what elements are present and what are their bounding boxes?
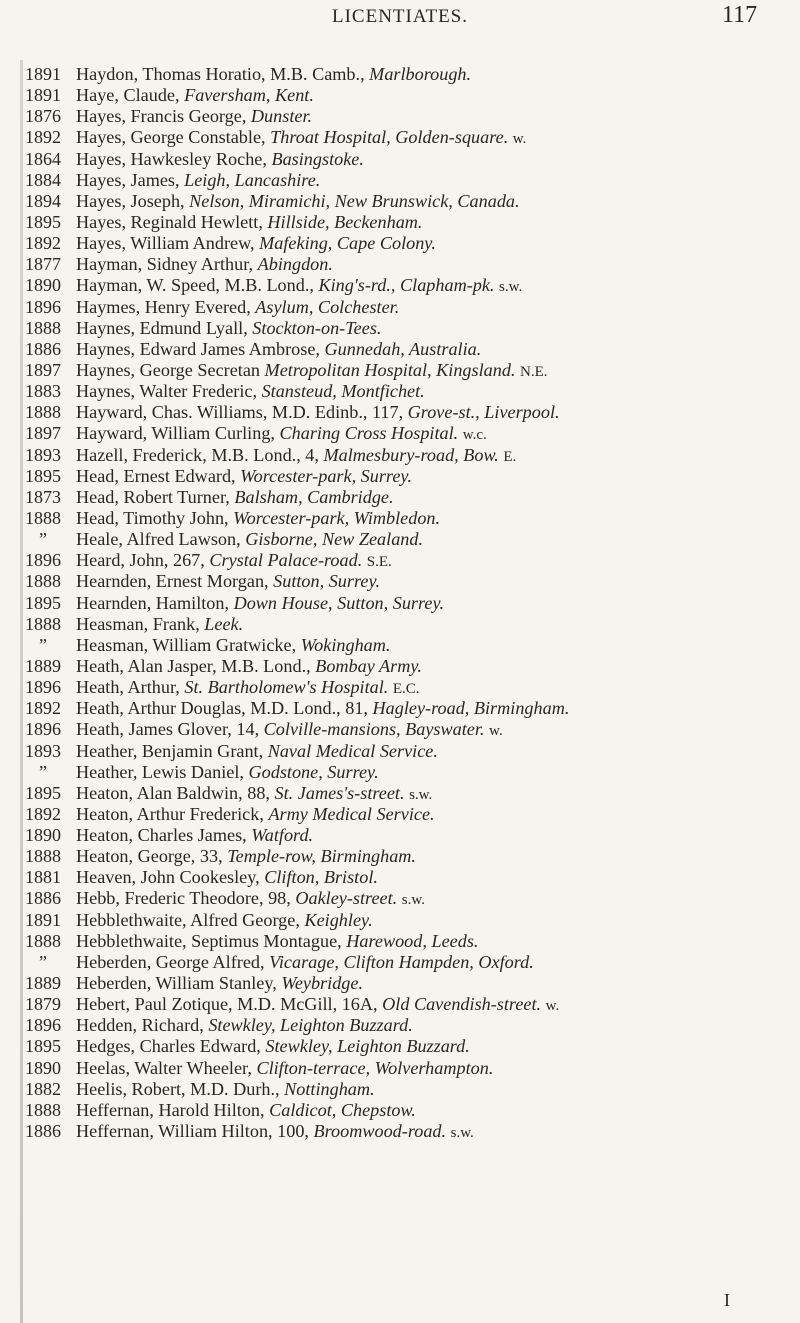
registration-year: 1879: [25, 994, 61, 1015]
entry-text: [76, 445, 516, 468]
entry-text: [76, 508, 440, 529]
practitioner-name: Heelis, Robert, M.D. Durh.,: [76, 1078, 285, 1099]
address: Caldicot, Chepstow.: [269, 1099, 416, 1120]
practitioner-name: Heelas, Walter Wheeler,: [76, 1057, 257, 1078]
practitioner-name: Hayman, Sidney Arthur,: [76, 254, 258, 275]
address: Charing Cross Hospital.: [279, 423, 459, 444]
entry-text: [76, 360, 548, 383]
list-item: [0, 85, 800, 106]
address: King's-rd., Clapham-pk.: [318, 275, 495, 296]
entry-text: [76, 487, 394, 508]
list-item: [0, 888, 800, 909]
entry-text: [76, 339, 481, 360]
list-item: [0, 1121, 800, 1142]
address: Keighley.: [304, 909, 373, 930]
postal-district: E.: [503, 448, 517, 465]
list-item: [0, 635, 800, 656]
list-item: [0, 297, 800, 318]
address: Watford.: [251, 825, 314, 846]
list-item: [0, 719, 800, 740]
list-item: [0, 275, 800, 296]
practitioner-name: Hayman, W. Speed, M.B. Lond.,: [76, 275, 319, 296]
practitioner-name: Haynes, Walter Frederic,: [76, 381, 262, 402]
practitioner-name: Hayes, James,: [76, 169, 185, 190]
entry-text: [76, 1015, 413, 1036]
address: Clifton-terrace, Wolverhampton.: [256, 1057, 494, 1078]
entries-list: [0, 64, 800, 1142]
registration-year: 1864: [25, 148, 61, 169]
practitioner-name: Heather, Benjamin Grant,: [76, 740, 268, 761]
address: Crystal Palace-road.: [209, 550, 363, 571]
registration-year: 1892: [25, 127, 61, 148]
entry-text: [76, 825, 313, 846]
list-item: [0, 170, 800, 191]
list-item: [0, 846, 800, 867]
list-item: [0, 423, 800, 444]
registration-year: 1881: [25, 867, 61, 888]
address: Dunster.: [250, 106, 313, 127]
address: Wokingham.: [300, 634, 391, 655]
registration-year: 1895: [25, 782, 61, 803]
address: Mafeking, Cape Colony.: [259, 233, 436, 254]
address: Abingdon.: [257, 254, 333, 275]
entry-text: [76, 698, 569, 719]
entry-text: [76, 64, 471, 85]
address: St. James's-street.: [274, 782, 405, 803]
registration-year: 1886: [25, 1121, 61, 1142]
list-item: [0, 487, 800, 508]
entry-text: [76, 127, 526, 150]
entry-text: [76, 973, 363, 994]
list-item: [0, 698, 800, 719]
address: St. Bartholomew's Hospital.: [184, 677, 389, 698]
entry-text: [76, 254, 333, 275]
practitioner-name: Heberden, George Alfred,: [76, 951, 270, 972]
address: Stewkley, Leighton Buzzard.: [265, 1036, 470, 1057]
practitioner-name: Hebblethwaite, Septimus Montague,: [76, 930, 347, 951]
list-item: [0, 804, 800, 825]
practitioner-name: Hayes, Joseph,: [76, 190, 190, 211]
entry-text: [76, 888, 425, 911]
registration-year: 1876: [25, 106, 61, 127]
practitioner-name: Heale, Alfred Lawson,: [76, 529, 246, 550]
registration-year: 1892: [25, 803, 61, 824]
entry-text: [76, 804, 435, 825]
entry-text: [76, 952, 534, 973]
entry-text: [76, 191, 520, 212]
entry-text: [76, 212, 422, 233]
practitioner-name: Hayward, William Curling,: [76, 423, 280, 444]
registration-year: 1888: [25, 402, 61, 423]
entry-text: [76, 149, 364, 170]
registration-year: 1892: [25, 233, 61, 254]
practitioner-name: Heberden, William Stanley,: [76, 973, 282, 994]
practitioner-name: Heaton, Charles James,: [76, 825, 252, 846]
list-item: [0, 127, 800, 148]
list-item: [0, 614, 800, 635]
list-item: [0, 677, 800, 698]
practitioner-name: Hayes, Hawkesley Roche,: [76, 148, 272, 169]
list-item: [0, 1058, 800, 1079]
list-item: [0, 381, 800, 402]
address: Stockton-on-Tees.: [252, 317, 382, 338]
entry-text: [76, 762, 379, 783]
address: Faversham, Kent.: [184, 85, 314, 106]
registration-year: 1895: [25, 211, 61, 232]
practitioner-name: Hayes, Francis George,: [76, 106, 251, 127]
registration-year: 1888: [25, 613, 61, 634]
entry-text: [76, 170, 320, 191]
registration-year: 1888: [25, 1099, 61, 1120]
entry-text: [76, 85, 314, 106]
entry-text: [76, 741, 438, 762]
address: Godstone, Surrey.: [248, 761, 379, 782]
practitioner-name: Hedden, Richard,: [76, 1015, 209, 1036]
postal-district: N.E.: [520, 363, 548, 380]
entry-text: [76, 910, 373, 931]
entry-text: [76, 656, 422, 677]
address: Basingstoke.: [271, 148, 364, 169]
registration-year: ”: [39, 951, 47, 972]
list-item: [0, 952, 800, 973]
practitioner-name: Heasman, Frank,: [76, 613, 205, 634]
registration-year: 1893: [25, 444, 61, 465]
address: Oakley-street.: [295, 888, 398, 909]
practitioner-name: Haynes, George Secretan: [76, 359, 265, 380]
address: Clifton, Bristol.: [264, 867, 378, 888]
list-item: [0, 402, 800, 423]
list-item: [0, 931, 800, 952]
practitioner-name: Heasman, William Gratwicke,: [76, 634, 301, 655]
registration-year: 1891: [25, 909, 61, 930]
list-item: [0, 571, 800, 592]
entry-text: [76, 614, 243, 635]
registration-year: 1892: [25, 698, 61, 719]
address: Bombay Army.: [315, 655, 422, 676]
entry-text: [76, 1058, 493, 1079]
practitioner-name: Heath, Arthur Douglas, M.D. Lond., 81,: [76, 698, 373, 719]
address: Nottingham.: [284, 1078, 375, 1099]
postal-district: w.: [488, 723, 503, 740]
list-item: [0, 318, 800, 339]
registration-year: 1884: [25, 169, 61, 190]
registration-year: ”: [39, 634, 47, 655]
registration-year: 1883: [25, 381, 61, 402]
practitioner-name: Hebert, Paul Zotique, M.D. McGill, 16A,: [76, 994, 383, 1015]
list-item: [0, 867, 800, 888]
practitioner-name: Hebb, Frederic Theodore, 98,: [76, 888, 296, 909]
registration-year: 1882: [25, 1078, 61, 1099]
registration-year: 1886: [25, 338, 61, 359]
entry-text: [76, 783, 432, 806]
practitioner-name: Heard, John, 267,: [76, 550, 210, 571]
entry-text: [76, 846, 416, 867]
address: Vicarage, Clifton Hampden, Oxford.: [269, 951, 534, 972]
address: Weybridge.: [281, 973, 363, 994]
postal-district: S.E.: [366, 554, 392, 571]
list-item: [0, 1036, 800, 1057]
registration-year: 1896: [25, 1015, 61, 1036]
registration-year: 1896: [25, 550, 61, 571]
address: Marlborough.: [369, 64, 472, 84]
address: Worcester-park, Surrey.: [240, 465, 413, 486]
entry-text: [76, 931, 478, 952]
practitioner-name: Hebblethwaite, Alfred George,: [76, 909, 305, 930]
entry-text: [76, 381, 425, 402]
registration-year: 1888: [25, 846, 61, 867]
list-item: [0, 149, 800, 170]
practitioner-name: Haymes, Henry Evered,: [76, 296, 256, 317]
registration-year: 1886: [25, 888, 61, 909]
address: Malmesbury-road, Bow.: [323, 444, 499, 465]
registration-year: 1893: [25, 740, 61, 761]
postal-district: s.w.: [401, 892, 425, 909]
entry-text: [76, 867, 378, 888]
registration-year: 1877: [25, 254, 61, 275]
registration-year: 1897: [25, 423, 61, 444]
address: Down House, Sutton, Surrey.: [233, 592, 445, 613]
address: Metropolitan Hospital, Kingsland.: [264, 359, 516, 380]
practitioner-name: Hayes, Reginald Hewlett,: [76, 211, 268, 232]
address: Old Cavendish-street.: [382, 994, 542, 1015]
practitioner-name: Hearnden, Hamilton,: [76, 592, 234, 613]
entry-text: [76, 571, 380, 592]
list-item: [0, 445, 800, 466]
entry-text: [76, 1121, 474, 1144]
list-item: [0, 254, 800, 275]
practitioner-name: Hedges, Charles Edward,: [76, 1036, 266, 1057]
address: Temple-row, Birmingham.: [227, 846, 416, 867]
entry-text: [76, 719, 503, 742]
practitioner-name: Hayward, Chas. Williams, M.D. Edinb., 117,: [76, 402, 408, 423]
entry-text: [76, 1036, 470, 1057]
address: Harewood, Leeds.: [346, 930, 479, 951]
registration-year: 1889: [25, 655, 61, 676]
registration-year: 1888: [25, 317, 61, 338]
address: Balsham, Cambridge.: [234, 486, 394, 507]
registration-year: 1888: [25, 930, 61, 951]
address: Leigh, Lancashire.: [184, 169, 321, 190]
practitioner-name: Hayes, George Constable,: [76, 127, 271, 148]
address: Worcester-park, Wimbledon.: [233, 507, 441, 528]
entry-text: [76, 1100, 416, 1121]
address: Stansteud, Montfichet.: [261, 381, 425, 402]
entry-text: [76, 423, 487, 446]
list-item: [0, 994, 800, 1015]
entry-text: [76, 466, 412, 487]
entry-text: [76, 106, 312, 127]
list-item: [0, 550, 800, 571]
address: Naval Medical Service.: [267, 740, 438, 761]
list-item: [0, 1015, 800, 1036]
address: Gisborne, New Zealand.: [245, 529, 424, 550]
address: Gunnedah, Australia.: [324, 338, 482, 359]
list-item: [0, 191, 800, 212]
address: Asylum, Colchester.: [255, 296, 400, 317]
registration-year: 1896: [25, 677, 61, 698]
address: Nelson, Miramichi, New Brunswick, Canada.: [189, 190, 520, 211]
registration-year: ”: [39, 761, 47, 782]
address: Broomwood-road.: [313, 1121, 447, 1142]
signature-mark: I: [724, 1290, 730, 1310]
entry-text: [76, 550, 392, 573]
list-item: [0, 656, 800, 677]
registration-year: 1889: [25, 973, 61, 994]
registration-year: 1873: [25, 486, 61, 507]
entry-text: [76, 297, 399, 318]
list-item: [0, 973, 800, 994]
registration-year: 1896: [25, 296, 61, 317]
list-item: [0, 1100, 800, 1121]
list-item: [0, 910, 800, 931]
list-item: [0, 212, 800, 233]
postal-district: s.w.: [499, 279, 523, 296]
practitioner-name: Heath, Arthur,: [76, 677, 185, 698]
entry-text: [76, 593, 444, 614]
list-item: [0, 762, 800, 783]
registration-year: 1895: [25, 1036, 61, 1057]
registration-year: 1891: [25, 64, 61, 84]
list-item: [0, 529, 800, 550]
entry-text: [76, 677, 420, 700]
address: Hillside, Beckenham.: [267, 211, 423, 232]
entry-text: [76, 635, 390, 656]
registration-year: 1896: [25, 719, 61, 740]
address: Leek.: [204, 613, 244, 634]
entry-text: [76, 402, 560, 423]
postal-district: s.w.: [409, 786, 433, 803]
address: Hagley-road, Birmingham.: [372, 698, 570, 719]
practitioner-name: Heaton, Arthur Frederick,: [76, 803, 269, 824]
registration-year: 1891: [25, 85, 61, 106]
practitioner-name: Head, Timothy John,: [76, 507, 234, 528]
practitioner-name: Head, Robert Turner,: [76, 486, 235, 507]
list-item: [0, 106, 800, 127]
entry-text: [76, 275, 522, 298]
entry-text: [76, 994, 559, 1017]
practitioner-name: Heaven, John Cookesley,: [76, 867, 265, 888]
address: Army Medical Service.: [268, 803, 435, 824]
registration-year: 1888: [25, 571, 61, 592]
page-number: 117: [722, 2, 758, 28]
list-item: [0, 339, 800, 360]
practitioner-name: Haynes, Edward James Ambrose,: [76, 338, 325, 359]
practitioner-name: Heath, Alan Jasper, M.B. Lond.,: [76, 655, 316, 676]
list-item: [0, 360, 800, 381]
practitioner-name: Heather, Lewis Daniel,: [76, 761, 249, 782]
address: Throat Hospital, Golden-square.: [270, 127, 509, 148]
entry-text: [76, 529, 423, 550]
list-item: [0, 466, 800, 487]
postal-district: w.c.: [462, 427, 487, 444]
practitioner-name: Hayes, William Andrew,: [76, 233, 260, 254]
practitioner-name: Heffernan, Harold Hilton,: [76, 1099, 270, 1120]
entry-text: [76, 233, 436, 254]
registration-year: 1890: [25, 825, 61, 846]
postal-district: E.C.: [392, 681, 420, 698]
registration-year: 1894: [25, 190, 61, 211]
practitioner-name: Hazell, Frederick, M.B. Lond., 4,: [76, 444, 324, 465]
list-item: [0, 1079, 800, 1100]
list-item: [0, 508, 800, 529]
registration-year: 1890: [25, 275, 61, 296]
practitioner-name: Haynes, Edmund Lyall,: [76, 317, 253, 338]
postal-district: w.: [545, 998, 560, 1015]
registration-year: 1890: [25, 1057, 61, 1078]
address: Colville-mansions, Bayswater.: [263, 719, 485, 740]
list-item: [0, 593, 800, 614]
registration-year: ”: [39, 529, 47, 550]
practitioner-name: Haye, Claude,: [76, 85, 185, 106]
page-title: LICENTIATES.: [331, 6, 468, 27]
address: Stewkley, Leighton Buzzard.: [208, 1015, 413, 1036]
practitioner-name: Heath, James Glover, 14,: [76, 719, 264, 740]
practitioner-name: Hearnden, Ernest Morgan,: [76, 571, 274, 592]
registration-year: 1897: [25, 359, 61, 380]
registration-year: 1895: [25, 465, 61, 486]
entry-text: [76, 1079, 375, 1100]
registration-year: 1888: [25, 507, 61, 528]
list-item: [0, 825, 800, 846]
address: Sutton, Surrey.: [273, 571, 381, 592]
list-item: [0, 64, 800, 85]
list-item: [0, 741, 800, 762]
address: Grove-st., Liverpool.: [407, 402, 560, 423]
entry-text: [76, 318, 381, 339]
postal-district: s.w.: [450, 1125, 474, 1142]
practitioner-name: Haydon, Thomas Horatio, M.B. Camb.,: [76, 64, 370, 84]
practitioner-name: Heaton, George, 33,: [76, 846, 228, 867]
practitioner-name: Heffernan, William Hilton, 100,: [76, 1121, 314, 1142]
practitioner-name: Heaton, Alan Baldwin, 88,: [76, 782, 275, 803]
list-item: [0, 233, 800, 254]
postal-district: w.: [512, 131, 527, 148]
practitioner-name: Head, Ernest Edward,: [76, 465, 241, 486]
list-item: [0, 783, 800, 804]
registration-year: 1895: [25, 592, 61, 613]
